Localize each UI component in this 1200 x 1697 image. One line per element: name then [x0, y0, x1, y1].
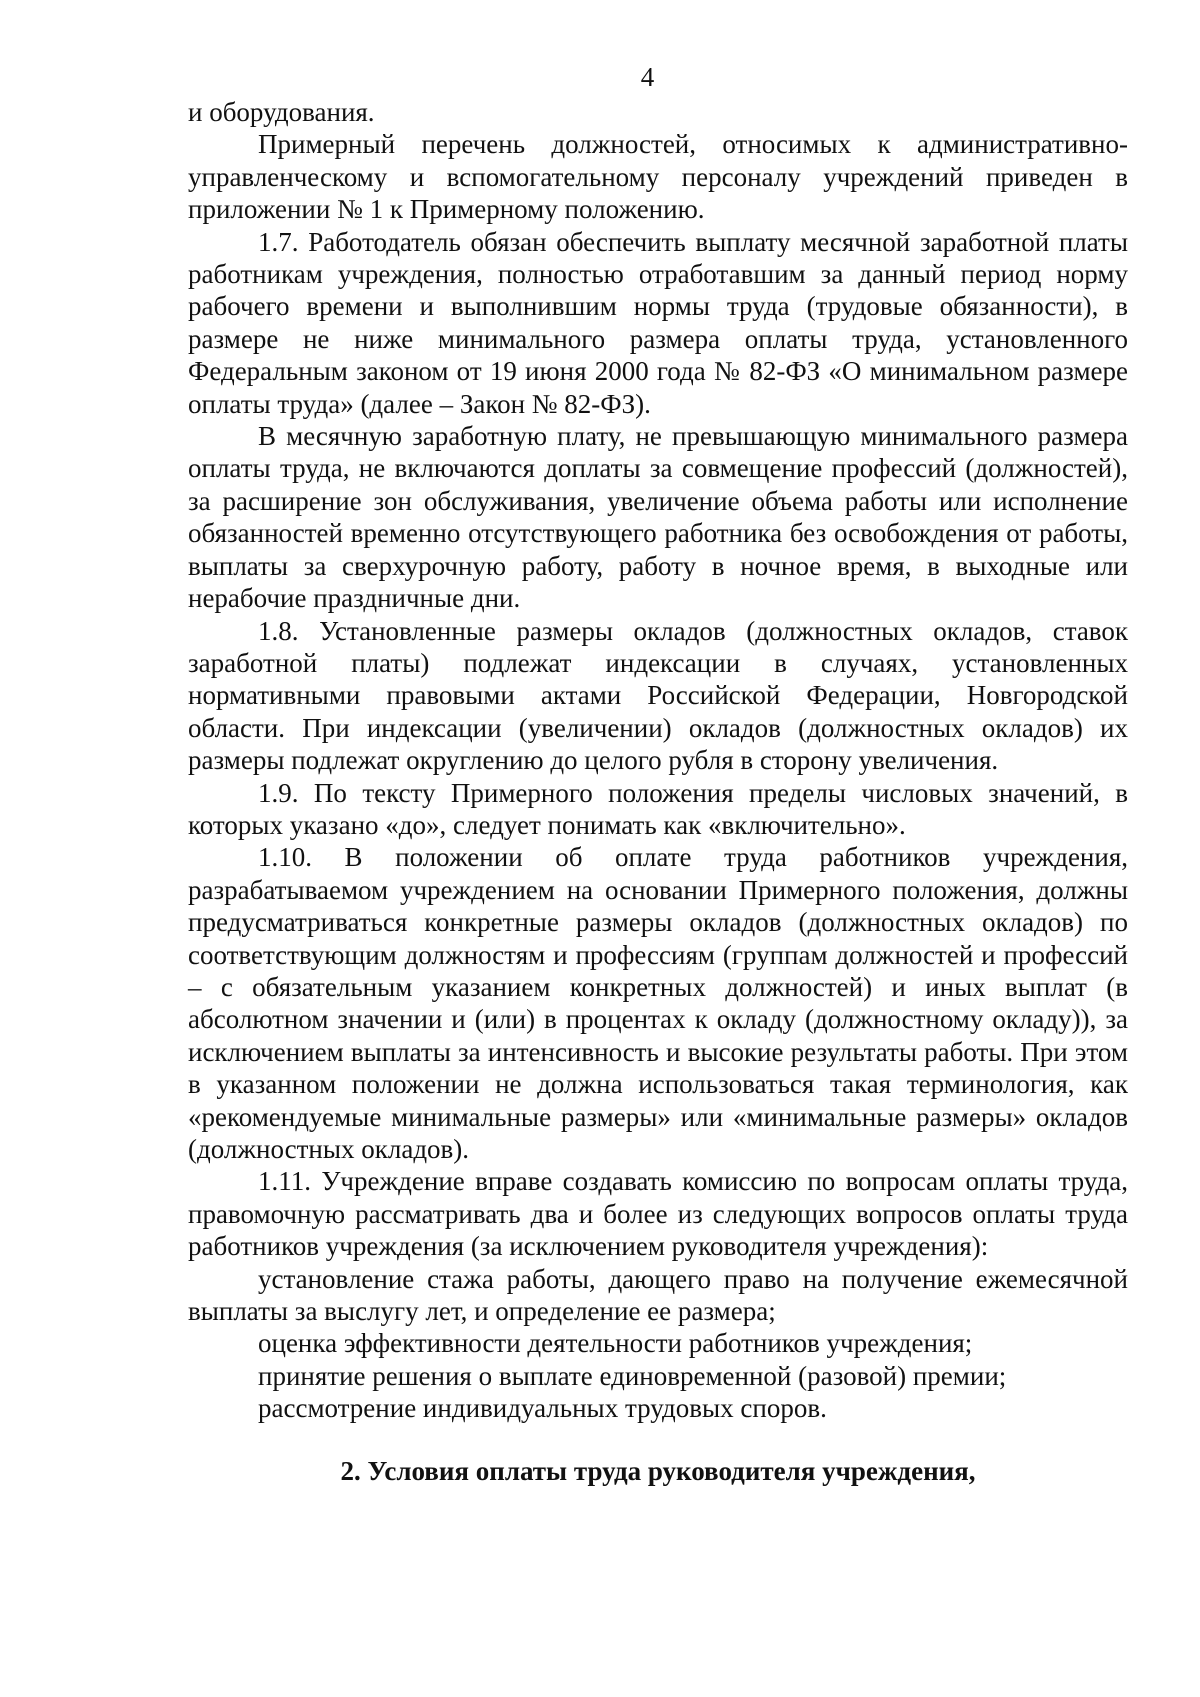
page-number: 4	[640, 62, 655, 92]
paragraph-1-7: 1.7. Работодатель обязан обеспечить выплату месячной заработной платы работникам учреждения, полностью отработавшим за данный период норму рабочего времени и выполнившим нормы труда (трудовые обязанности), в размере не ниже минимального размера оплаты труда, установленного Федеральным законом от 19 июня 2000 года № 82-ФЗ «О минимальном размере оплаты труда» (далее – Закон № 82-ФЗ).	[188, 226, 1128, 419]
list-item: рассмотрение индивидуальных трудовых споров.	[258, 1393, 827, 1424]
paragraph-1-11: 1.11. Учреждение вправе создавать комиссию по вопросам оплаты труда, правомочную рассматривать два и более из следующих вопросов оплаты труда работников учреждения (за исключением руководителя учреждения):	[188, 1166, 1128, 1262]
document-body	[188, 96, 1128, 1487]
paragraph-1-8: 1.8. Установленные размеры окладов (должностных окладов, ставок заработной платы) подлежат индексации в случаях, установленных нормативными правовыми актами Российской Федерации, Новгородской области. При индексации (увеличении) окладов (должностных окладов) их размеры подлежат округлению до целого рубля в сторону увеличения.	[188, 615, 1128, 776]
list-item: установление стажа работы, дающего право на получение ежемесячной выплаты за выслугу лет, и определение ее размера;	[188, 1263, 1128, 1327]
paragraph-continuation: и оборудования.	[188, 97, 375, 127]
paragraph-1-9: 1.9. По тексту Примерного положения пределы числовых значений, в которых указано «до», следует понимать как «включительно».	[188, 777, 1128, 840]
paragraph-staff-list: Примерный перечень должностей, относимых к административно-управленческому и вспомогательному персоналу учреждений приведен в приложении № 1 к Примерному положению.	[188, 129, 1128, 225]
section-heading: 2. Условия оплаты труда руководителя учреждения,	[340, 1455, 976, 1486]
paragraph-1-10: 1.10. В положении об оплате труда работников учреждения, разрабатываемом учреждением на основании Примерного положения, должны предусматриваться конкретные размеры окладов (должностных окладов) по соответствующим должностям и профессиям (группам должностей и профессий – с обязательным указанием конкретных должностей) и иных выплат (в абсолютном значении и (или) в процентах к окладу (должностному окладу)), за исключением выплаты за интенсивность и высокие результаты работы. При этом в указанном положении не должна использоваться такая терминология, как «рекомендуемые минимальные размеры» или «минимальные размеры» окладов (должностных окладов).	[188, 842, 1128, 1164]
list-item: принятие решения о выплате единовременной (разовой) премии;	[258, 1360, 1007, 1391]
paragraph-1-7-minimum-wage: В месячную заработную плату, не превышающую минимального размера оплаты труда, не включаются доплаты за совмещение профессий (должностей), за расширение зон обслуживания, увеличение объема работы или исполнение обязанностей временно отсутствующего работника без освобождения от работы, выплаты за сверхурочную работу, работу в ночное время, в выходные или нерабочие праздничные дни.	[188, 421, 1128, 614]
list-item: оценка эффективности деятельности работников учреждения;	[258, 1328, 973, 1359]
